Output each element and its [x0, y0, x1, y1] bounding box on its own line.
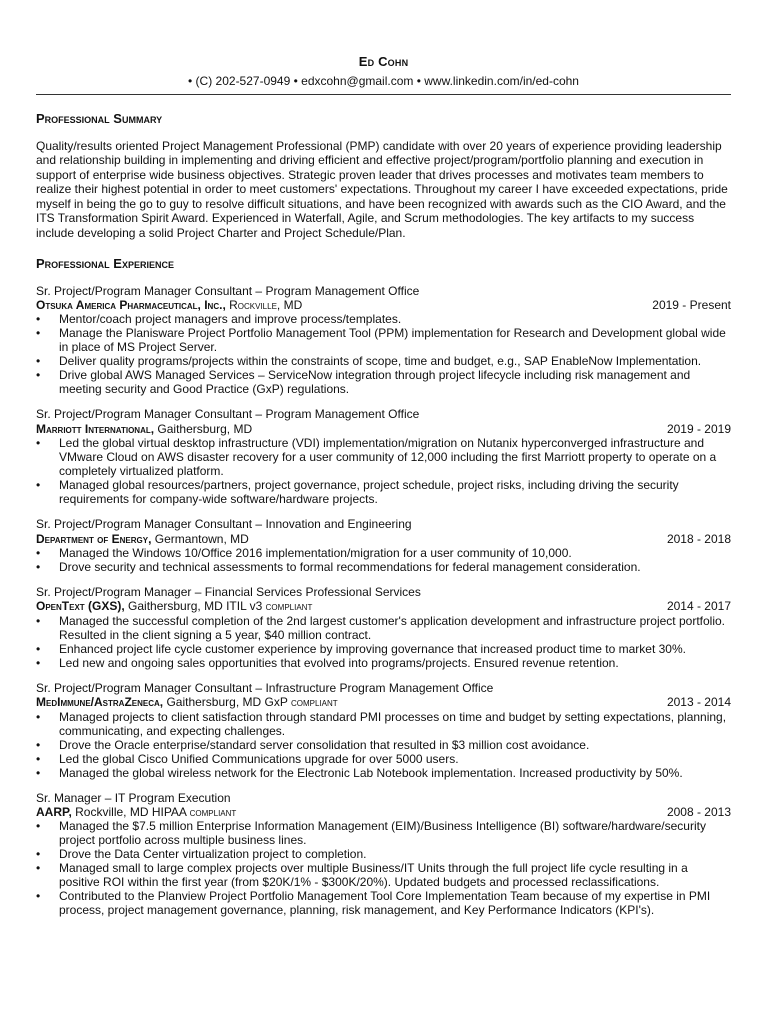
bullet-item: • Contributed to the Planview Project Portfolio Management Tool Core Implementation Team because of my expertise in PMI process, project management governance, planning, risk management, and Key Performance Indicators (KPI's). [36, 889, 731, 917]
job-meta-row [36, 298, 731, 312]
job-bullets [36, 312, 731, 396]
job-title: Sr. Project/Program Manager Consultant – Program Management Office [36, 283, 420, 298]
job-title: Sr. Project/Program Manager Consultant – Innovation and Engineering [36, 517, 412, 532]
bullet-item: • Deliver quality programs/projects within the constraints of scope, time and budget, e.g., SAP EnableNow Implementation. [36, 354, 731, 368]
job-title: Sr. Manager – IT Program Execution [36, 790, 231, 805]
job-location: Gaithersburg, MD ITIL v3 [128, 599, 263, 614]
job-title: Sr. Project/Program Manager – Financial Services Professional Services [36, 585, 421, 600]
job-meta-row [36, 695, 731, 709]
compliance-note: compliant [290, 695, 338, 710]
employer-name: MedImmune/AstraZeneca, [36, 695, 164, 710]
bullet-item: • Drive global AWS Managed Services – ServiceNow integration through project lifecycle including risk management and meeting security and Good Practice (GxP) regulations. [36, 368, 731, 396]
job-dates: 2018 - 2018 [666, 531, 731, 546]
bullet-item: • Managed the $7.5 million Enterprise Information Management (EIM)/Business Intelligence (BI) software/hardware/security project portfolio across multiple business lines. [36, 819, 731, 847]
employer-name: Department of Energy, [36, 531, 152, 546]
job-entry [36, 407, 731, 506]
bullet-item: • Managed global resources/partners, project governance, project schedule, project risks, including driving the security requirements for company-wide software/hardware projects. [36, 478, 731, 506]
job-bullets [36, 436, 731, 506]
contact-line: • (C) 202-527-0949 • edxcohn@gmail.com • www.linkedin.com/in/ed-cohn [188, 73, 579, 88]
bullet-item: • Drove the Oracle enterprise/standard server consolidation that resulted in $3 million cost avoidance. [36, 738, 731, 752]
bullet-item: • Led the global virtual desktop infrastructure (VDI) implementation/migration on Nutanix hyperconverged infrastructure and VMware Cloud on AWS disaster recovery for a user community of 12,000 including the first Marriott property to operate on a completely virtualized platform. [36, 436, 731, 478]
bullet-item: • Drove security and technical assessments to formal recommendations for federal management consideration. [36, 560, 731, 574]
job-employer-line [36, 298, 302, 312]
job-employer-line [36, 422, 252, 436]
bullet-item: • Managed the Windows 10/Office 2016 implementation/migration for a user community of 10,000. [36, 546, 731, 560]
job-dates: 2019 - 2019 [666, 421, 731, 436]
bullet-item: • Enhanced project life cycle customer experience by improving governance that increased product time to market 30%. [36, 642, 731, 656]
job-entry [36, 284, 731, 397]
job-entry [36, 791, 731, 918]
job-meta-row [36, 599, 731, 613]
bullet-item: • Managed the successful completion of the 2nd largest customer's application development and infrastructure project portfolio. Resulted in the client signing a 5 year, $40 million contract. [36, 614, 731, 642]
job-bullets [36, 819, 731, 917]
employer-name: OpenText (GXS), [36, 599, 125, 614]
job-title: Sr. Project/Program Manager Consultant – Program Management Office [36, 407, 420, 422]
job-meta-row [36, 532, 731, 546]
job-location: Rockville, MD HIPAA [75, 804, 187, 819]
bullet-item: • Drove the Data Center virtualization project to completion. [36, 847, 731, 861]
bullet-item: • Managed projects to client satisfaction through standard PMI processes on time and budget by setting expectations, planning, communicating, and expecting challenges. [36, 710, 731, 738]
employer-name: Marriott International, [36, 421, 155, 436]
job-entry [36, 585, 731, 670]
job-meta-row [36, 805, 731, 819]
summary-text: Quality/results oriented Project Management Professional (PMP) candidate with over 20 years of experience providing leadership and relationship building in implementing and driving efficient and effective project/program/portfolio planning and execution in support of enterprise wide business objectives. Strategic proven leader that drives processes and motivates team members to realize their highest potential in order to meet customers' expectations. Throughout my career I have exceeded expectations, pride myself in being the go to guy to resolve difficult situations, and have been recognized with awards such as the CIO Award, and the ITS Transformation Spirit Award. Experienced in Waterfall, Agile, and Scrum methodologies. The key artifacts to my success include developing a solid Project Charter and Project Schedule/Plan. [36, 138, 728, 240]
employer-name: AARP, [36, 804, 72, 819]
header-divider [36, 94, 731, 95]
bullet-item: • Managed the global wireless network for the Electronic Lab Notebook implementation. Increased productivity by 50%. [36, 766, 731, 780]
job-dates: 2013 - 2014 [666, 695, 731, 710]
job-bullets [36, 546, 731, 574]
experience-heading: Professional Experience [36, 256, 174, 272]
job-employer-line [36, 532, 249, 546]
job-location: Germantown, MD [154, 531, 249, 546]
job-dates: 2014 - 2017 [666, 599, 731, 614]
bullet-item: • Mentor/coach project managers and improve process/templates. [36, 312, 731, 326]
candidate-name: Ed Cohn [358, 54, 409, 69]
bullet-item: • Led new and ongoing sales opportunities that evolved into programs/projects. Ensured revenue retention. [36, 656, 731, 670]
job-entry [36, 517, 731, 574]
bullet-item: • Led the global Cisco Unified Communications upgrade for over 5000 users. [36, 752, 731, 766]
job-title: Sr. Project/Program Manager Consultant – Infrastructure Program Management Office [36, 680, 494, 695]
summary-heading: Professional Summary [36, 110, 163, 126]
bullet-item: • Managed small to large complex projects over multiple Business/IT Units through the full project life cycle resulting in a positive ROI within the first year (from $20K/1% - $300K/20%). Updated budgets and processed reclassifications. [36, 861, 731, 889]
resume-header [36, 54, 731, 95]
job-employer-line [36, 695, 338, 709]
job-employer-line [36, 599, 312, 613]
bullet-item: • Manage the Planisware Project Portfolio Management Tool (PPM) implementation for Research and Development global wide in place of MS Project Server. [36, 326, 731, 354]
job-entry [36, 681, 731, 780]
job-dates: 2008 - 2013 [666, 804, 731, 819]
job-employer-line [36, 805, 236, 819]
job-dates: 2019 - Present [652, 298, 731, 313]
job-bullets [36, 710, 731, 780]
experience-list [36, 284, 731, 918]
job-location: Gaithersburg, MD [157, 421, 253, 436]
employer-name: Otsuka America Pharmaceutical, Inc., [36, 298, 226, 313]
job-location: Rockville, MD [229, 298, 303, 313]
job-meta-row [36, 422, 731, 436]
compliance-note: compliant [265, 599, 313, 614]
compliance-note: compliant [189, 804, 237, 819]
job-location: Gaithersburg, MD GxP [166, 695, 288, 710]
job-bullets [36, 614, 731, 670]
